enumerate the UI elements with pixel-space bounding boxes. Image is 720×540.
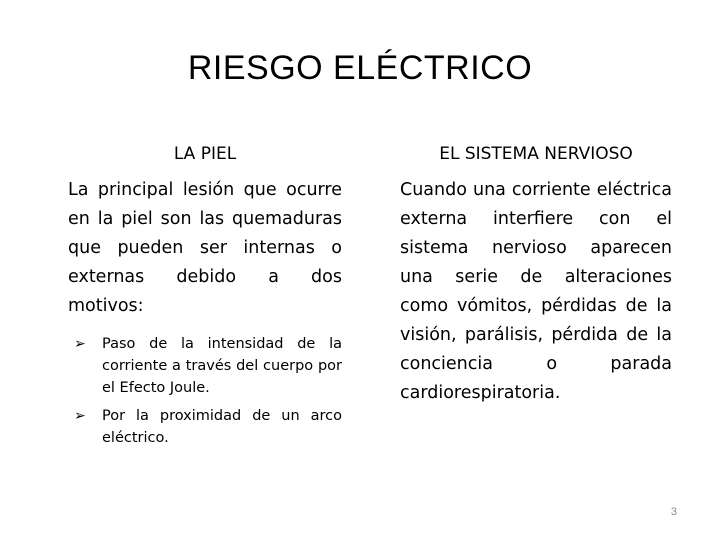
slide-title: RIESGO ELÉCTRICO xyxy=(187,49,533,87)
bullet-list xyxy=(68,333,342,449)
arrow-bullet-icon: ➢ xyxy=(74,336,86,352)
bullet-item xyxy=(68,333,342,399)
bullet-item xyxy=(68,405,342,449)
right-column-heading: EL SISTEMA NERVIOSO xyxy=(439,144,633,164)
left-column xyxy=(68,140,342,455)
left-column-body: La principal lesión que ocurre en la piel son las quemaduras que pueden ser internas o externas debido a dos motivos: xyxy=(68,180,342,316)
right-column xyxy=(400,140,672,408)
page-number: 3 xyxy=(670,506,677,518)
bullet-text: Por la proximidad de un arco eléctrico. xyxy=(102,408,342,446)
left-column-heading: LA PIEL xyxy=(173,144,237,164)
bullet-text: Paso de la intensidad de la corriente a través del cuerpo por el Efecto Joule. xyxy=(102,336,342,396)
right-column-body: Cuando una corriente eléctrica externa interfiere con el sistema nervioso aparecen una serie de alteraciones como vómitos, pérdidas de la visión, parálisis, pérdida de la conciencia o parada cardiorespiratoria. xyxy=(400,180,672,403)
arrow-bullet-icon: ➢ xyxy=(74,408,86,424)
